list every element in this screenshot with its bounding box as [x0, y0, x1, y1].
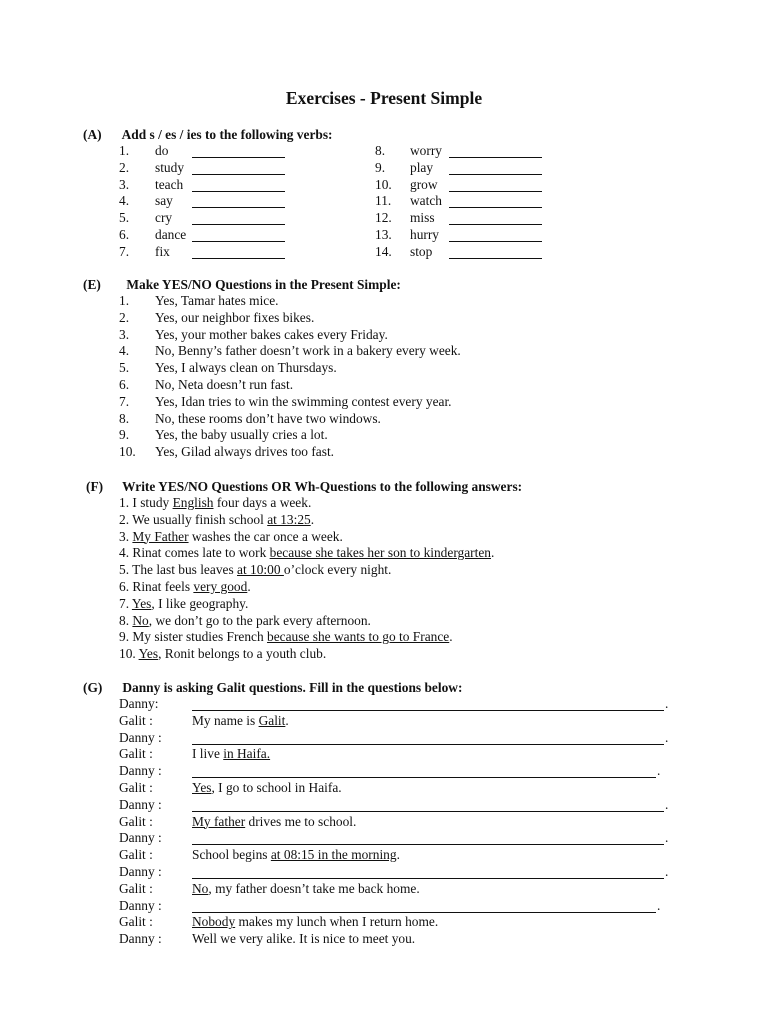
sentence-text: . — [491, 545, 495, 561]
page-title: Exercises - Present Simple — [285, 88, 483, 108]
dialogue-text — [192, 914, 438, 930]
speaker-label: Danny : — [119, 830, 162, 846]
speaker-label: Galit : — [119, 847, 153, 863]
verb-number: 11. — [375, 193, 392, 209]
line-end-period: . — [665, 696, 669, 711]
sentence-text: 6. Rinat feels — [119, 579, 194, 594]
answer-sentence: Yes, Idan tries to win the swimming contest every year. — [155, 393, 452, 409]
question-blank[interactable] — [192, 744, 664, 745]
sentence-text: 9. My sister studies French — [119, 629, 268, 645]
verb-number: 7. — [119, 243, 130, 259]
sentence-text: 3. — [119, 528, 133, 544]
question-number: 2. — [119, 309, 130, 325]
answer-blank[interactable] — [192, 207, 285, 208]
speaker-label: Danny : — [119, 763, 162, 779]
underlined-phrase: Galit — [258, 712, 286, 728]
question-number: 1. — [119, 293, 130, 308]
question-blank[interactable] — [192, 811, 664, 812]
sentence-text: 5. The last bus leaves — [119, 562, 238, 578]
answer-blank[interactable] — [449, 224, 542, 225]
answer-sentence — [119, 562, 391, 578]
verb-word: study — [155, 159, 185, 175]
section-g-letter: (G) — [83, 680, 103, 695]
sentence-text: I live — [192, 746, 224, 762]
verb-number: 4. — [119, 193, 130, 209]
answer-blank[interactable] — [449, 191, 542, 192]
answer-sentence — [119, 646, 326, 662]
verb-word: do — [155, 143, 169, 158]
verb-word: miss — [410, 210, 435, 226]
sentence-text: 8. — [119, 612, 133, 628]
line-end-period: . — [657, 763, 661, 779]
verb-number: 3. — [119, 176, 130, 192]
sentence-text: . — [285, 712, 289, 728]
line-end-period: . — [665, 796, 669, 812]
speaker-label: Danny : — [119, 864, 162, 879]
dialogue-text — [192, 881, 420, 897]
sentence-text: , my father doesn’t take me back home. — [208, 880, 420, 896]
sentence-text: Well we very alike. It is nice to meet you. — [192, 931, 416, 947]
answer-sentence: No, Neta doesn’t run fast. — [155, 377, 294, 392]
underlined-phrase: English — [172, 495, 214, 510]
sentence-text: drives me to school. — [245, 813, 357, 829]
speaker-label: Danny : — [119, 796, 162, 812]
question-number: 3. — [119, 326, 130, 342]
answer-sentence: Yes, Gilad always drives too fast. — [155, 444, 335, 460]
sentence-text: , Ronit belongs to a youth club. — [158, 646, 327, 662]
answer-sentence: Yes, Tamar hates mice. — [155, 293, 279, 308]
sentence-text: . — [310, 511, 315, 527]
speaker-label: Galit : — [119, 746, 153, 762]
answer-blank[interactable] — [449, 157, 542, 158]
answer-blank[interactable] — [192, 241, 285, 242]
answer-sentence: Yes, your mother bakes cakes every Friday. — [155, 326, 388, 342]
dialogue-text — [192, 814, 356, 830]
underlined-phrase: Nobody — [192, 914, 236, 930]
underlined-phrase: Yes — [138, 646, 159, 662]
speaker-label: Galit : — [119, 914, 153, 930]
underlined-phrase: because she takes her son to kindergarten — [269, 545, 491, 561]
underlined-phrase: at 13:25 — [267, 511, 311, 527]
verb-number: 6. — [119, 227, 130, 242]
underlined-phrase: in Haifa. — [223, 746, 271, 762]
speaker-label: Galit : — [119, 712, 153, 728]
underlined-phrase: because she wants to go to France — [267, 629, 450, 645]
answer-sentence: Yes, the baby usually cries a lot. — [155, 427, 328, 443]
question-number: 4. — [119, 343, 130, 359]
speaker-label: Galit : — [119, 780, 153, 795]
sentence-text: My name is — [192, 712, 259, 728]
verb-number: 8. — [375, 143, 386, 158]
question-blank[interactable] — [192, 777, 656, 778]
sentence-text: 4. Rinat comes late to work — [119, 545, 270, 561]
verb-number: 10. — [375, 176, 392, 192]
question-number: 8. — [119, 410, 130, 426]
section-f-title: Write YES/NO Questions OR Wh-Questions to the following answers: — [122, 479, 523, 494]
section-e-letter: (E) — [83, 277, 101, 292]
verb-word: teach — [155, 176, 184, 192]
answer-sentence — [119, 629, 453, 645]
underlined-phrase: No — [192, 880, 209, 896]
underlined-phrase: at 08:15 in the morning — [270, 847, 397, 863]
section-a-title: Add s / es / ies to the following verbs: — [121, 127, 333, 142]
question-blank[interactable] — [192, 844, 664, 845]
answer-sentence — [119, 545, 494, 561]
speaker-label: Galit : — [119, 880, 153, 896]
answer-blank[interactable] — [449, 241, 542, 242]
verb-number: 5. — [119, 210, 130, 226]
question-number: 9. — [119, 427, 130, 443]
sentence-text: washes the car once a week. — [188, 528, 343, 544]
question-blank[interactable] — [192, 912, 656, 913]
underlined-phrase: very good — [193, 579, 248, 594]
answer-sentence — [119, 579, 251, 595]
line-end-period: . — [665, 830, 669, 846]
sentence-text: makes my lunch when I return home. — [235, 914, 439, 930]
section-e-title: Make YES/NO Questions in the Present Simple: — [126, 277, 401, 292]
sentence-text: , I go to school in Haifa. — [211, 780, 342, 795]
answer-sentence: No, Benny’s father doesn’t work in a bakery every week. — [155, 343, 461, 359]
answer-blank[interactable] — [449, 207, 542, 208]
line-end-period: . — [657, 897, 661, 913]
underlined-phrase: No — [132, 612, 149, 628]
section-g-heading — [83, 680, 462, 696]
question-number: 10. — [119, 444, 136, 460]
answer-sentence: No, these rooms don’t have two windows. — [155, 410, 381, 426]
sentence-text: School begins — [192, 847, 271, 863]
section-g-title: Danny is asking Galit questions. Fill in the questions below: — [122, 680, 463, 695]
underlined-phrase: My Father — [132, 528, 189, 544]
dialogue-text — [192, 931, 415, 947]
verb-word: stop — [410, 243, 433, 259]
sentence-text: , I like geography. — [151, 595, 249, 611]
answer-sentence — [119, 596, 248, 612]
verb-number: 13. — [375, 227, 392, 242]
answer-sentence: Yes, I always clean on Thursdays. — [155, 360, 337, 376]
dialogue-text — [192, 847, 400, 863]
answer-sentence — [119, 529, 343, 545]
verb-number: 1. — [119, 143, 130, 158]
question-blank[interactable] — [192, 878, 664, 879]
answer-blank[interactable] — [449, 258, 542, 259]
sentence-text: , we don’t go to the park every afternoon. — [148, 612, 371, 628]
underlined-phrase: Yes — [192, 780, 212, 795]
section-e-heading — [83, 277, 401, 293]
sentence-text: 1. I study — [119, 495, 173, 510]
verb-word: play — [410, 159, 434, 175]
answer-blank[interactable] — [192, 157, 285, 158]
answer-blank[interactable] — [192, 191, 285, 192]
dialogue-text — [192, 780, 342, 796]
verb-word: fix — [155, 243, 170, 259]
verb-number: 14. — [375, 243, 392, 259]
verb-word: worry — [410, 143, 442, 158]
line-end-period: . — [665, 729, 669, 745]
section-f-letter: (F) — [86, 479, 104, 494]
verb-word: dance — [155, 227, 187, 242]
answer-blank[interactable] — [192, 224, 285, 225]
verb-word: grow — [410, 176, 438, 192]
verb-word: hurry — [410, 227, 440, 242]
answer-blank[interactable] — [192, 174, 285, 175]
sentence-text: . — [449, 629, 453, 645]
underlined-phrase: Yes — [131, 595, 152, 611]
section-a-heading — [83, 127, 333, 143]
question-number: 7. — [119, 393, 130, 409]
sentence-text: four days a week. — [213, 495, 312, 510]
speaker-label: Danny : — [119, 729, 162, 745]
verb-number: 9. — [375, 159, 386, 175]
sentence-text: 2. We usually finish school — [119, 511, 268, 527]
question-number: 5. — [119, 360, 130, 376]
speaker-label: Danny : — [119, 897, 162, 913]
question-number: 6. — [119, 377, 130, 392]
sentence-text: 7. — [119, 595, 132, 611]
answer-sentence — [119, 613, 371, 629]
sentence-text: 10. — [119, 646, 139, 662]
answer-sentence: Yes, our neighbor fixes bikes. — [155, 309, 315, 325]
verb-word: say — [155, 193, 173, 209]
verb-word: watch — [410, 193, 442, 209]
section-a-letter: (A) — [83, 127, 102, 142]
verb-number: 12. — [375, 210, 392, 226]
speaker-label: Galit : — [119, 813, 153, 829]
speaker-label: Danny : — [119, 931, 162, 947]
answer-blank[interactable] — [192, 258, 285, 259]
answer-blank[interactable] — [449, 174, 542, 175]
sentence-text: o’clock every night. — [283, 562, 392, 578]
verb-word: cry — [155, 210, 173, 226]
line-end-period: . — [665, 864, 669, 879]
underlined-phrase: My father — [192, 813, 246, 829]
dialogue-text — [192, 713, 289, 729]
sentence-text: . — [247, 579, 251, 594]
question-blank[interactable] — [192, 710, 664, 711]
verb-number: 2. — [119, 159, 130, 175]
sentence-text: . — [396, 847, 400, 863]
answer-sentence — [119, 495, 311, 511]
dialogue-text — [192, 746, 270, 762]
section-f-heading — [86, 479, 522, 495]
underlined-phrase: at 10:00 — [237, 562, 284, 578]
answer-sentence — [119, 512, 314, 528]
speaker-label: Danny: — [119, 696, 159, 711]
